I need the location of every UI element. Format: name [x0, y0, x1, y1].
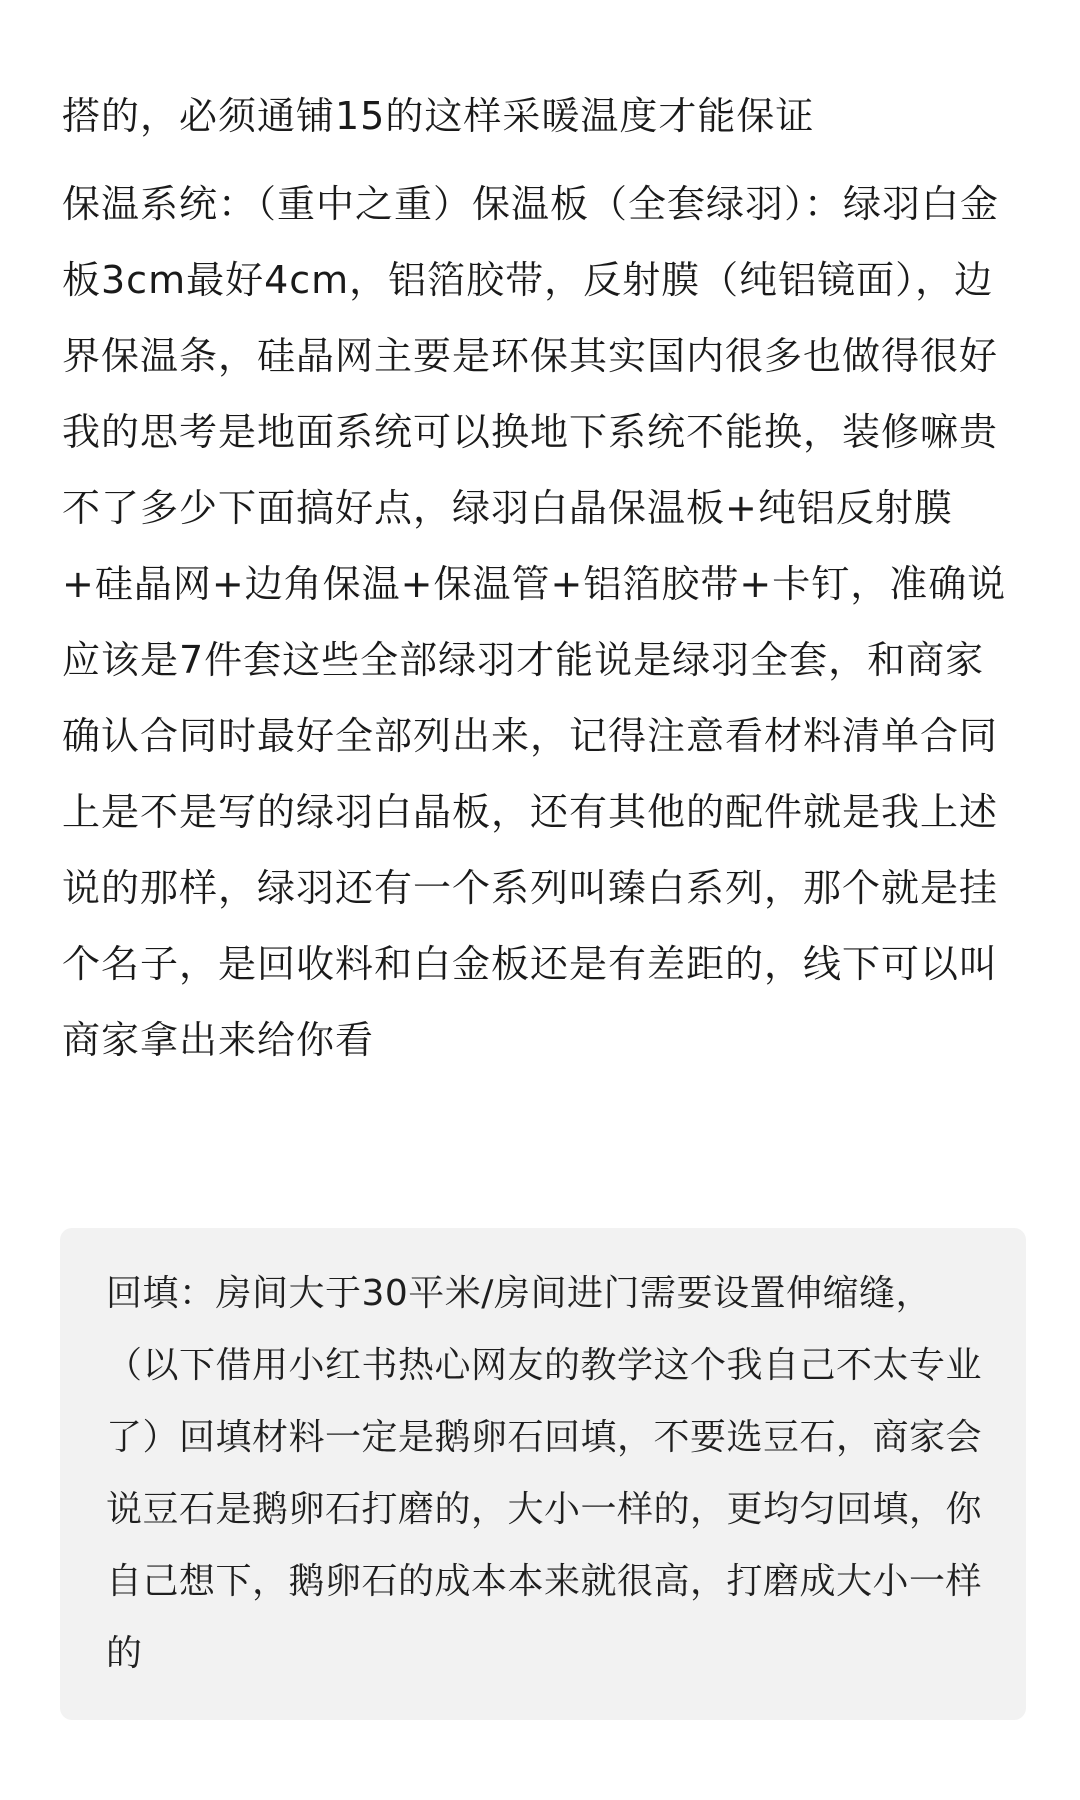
intro-paragraph: 搭的，必须通铺15的这样采暖温度才能保证: [62, 94, 815, 138]
quote-text: 回填：房间大于30平米/房间进门需要设置伸缩缝，（以下借用小红书热心网友的教学这个我自己不太专业了）回填材料一定是鹅卵石回填，不要选豆石，商家会说豆石是鹅卵石打磨的，大小一样的，更均匀回填，你自己想下，鹅卵石的成本本来就很高，打磨成大小一样的: [106, 1273, 983, 1674]
article-body: [62, 78, 1022, 1078]
insulation-paragraph: 保温系统：（重中之重）保温板（全套绿羽）：绿羽白金板3cm最好4cm，铝箔胶带，反射膜（纯铝镜面），边界保温条，硅晶网主要是环保其实国内很多也做得很好 我的思考是地面系统可以换地下系统不能换，装修嘛贵不了多少下面搞好点，绿羽白晶保温板+纯铝反射膜+硅晶网+边角保温+保温管+铝箔胶带+卡钉，准确说应该是7件套这些全部绿羽才能说是绿羽全套，和商家确认合同时最好全部列出来，记得注意看材料清单合同上是不是写的绿羽白晶板，还有其他的配件就是我上述说的那样，绿羽还有一个系列叫臻白系列，那个就是挂个名子，是回收料和白金板还是有差距的，线下可以叫商家拿出来给你看: [62, 182, 1012, 1062]
quote-block: [60, 1228, 1026, 1720]
